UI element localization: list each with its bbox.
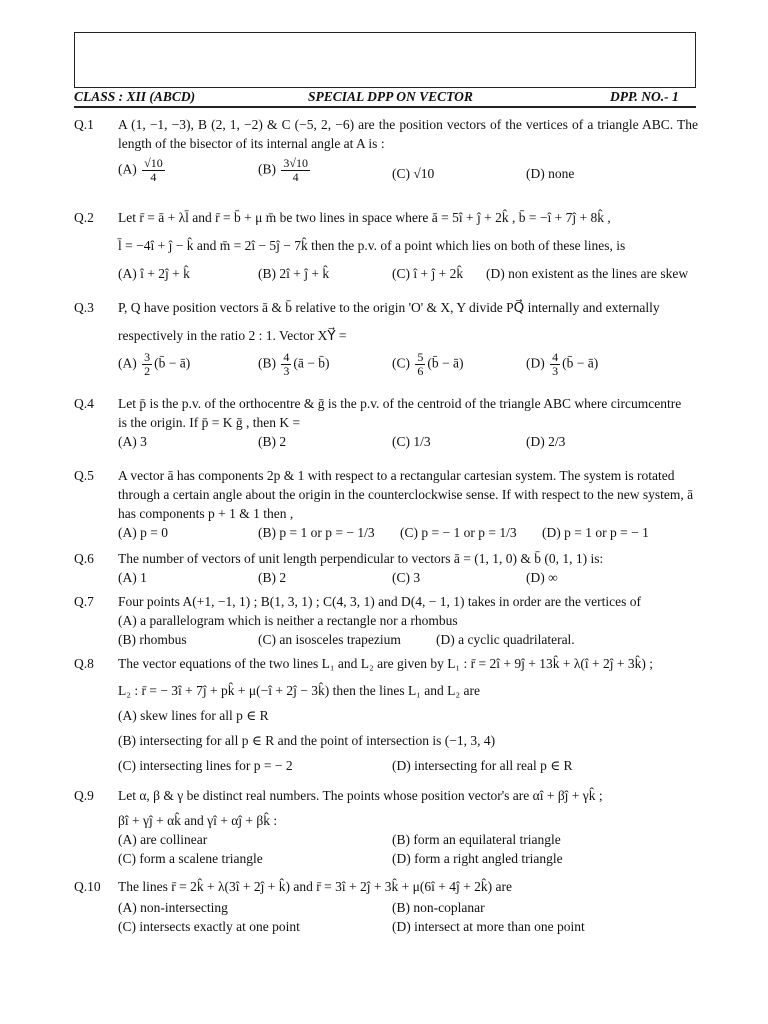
option-c[interactable]: (C) an isosceles trapezium	[258, 632, 401, 647]
question-number: Q.10	[74, 879, 101, 894]
option-b[interactable]: (B) intersecting for all p ∈ R and the point of intersection is (−1, 3, 4)	[118, 733, 496, 748]
question-text: Let p̄ is the p.v. of the orthocentre & ḡ is the p.v. of the centroid of the triangle ABC where circumcentre	[118, 396, 682, 411]
question-number: Q.2	[74, 210, 94, 225]
question-text: A (1, −1, −3), B (2, 1, −2) & C (−5, 2, −6) are the position vectors of the vertices of a triangle ABC. The length of the bisector of its internal angle at A is :	[118, 117, 698, 151]
question-number: Q.5	[74, 468, 94, 483]
question-text: is the origin. If p̄ = K ḡ , then K =	[118, 415, 301, 430]
option-b[interactable]: (B) p = 1 or p = − 1/3	[258, 525, 375, 540]
question-text: Four points A(+1, −1, 1) ; B(1, 3, 1) ; C(4, 3, 1) and D(4, − 1, 1) takes in order are the vertices of	[118, 594, 641, 609]
option-a[interactable]: (A) $\frac{3}{2}$ (b̄ − ā)	[118, 350, 191, 378]
option-c[interactable]: (C) form a scalene triangle	[118, 851, 263, 866]
question-text: respectively in the ratio 2 : 1. Vector XY⃗ =	[118, 328, 347, 343]
options-row	[118, 706, 698, 725]
question-number: Q.3	[74, 300, 94, 315]
options-row	[118, 756, 698, 775]
option-d[interactable]: (D) none	[526, 166, 575, 181]
option-c[interactable]: (C) √10	[392, 166, 435, 181]
option-a[interactable]: (A) are collinear	[118, 832, 208, 847]
option-a[interactable]: (A) î + 2ĵ + k̂	[118, 266, 190, 281]
options-row	[118, 630, 698, 649]
option-a[interactable]: (A) p = 0	[118, 525, 168, 540]
option-d[interactable]: (D) $\frac{4}{3}$ (b̄ − ā)	[526, 350, 599, 378]
question-number: Q.8	[74, 656, 94, 671]
option-d[interactable]: (D) p = 1 or p = − 1	[542, 525, 649, 540]
option-b[interactable]: (B) 2î + ĵ + k̂	[258, 266, 330, 281]
option-b[interactable]: (B) 2	[258, 434, 287, 449]
option-d[interactable]: (D) non existent as the lines are skew	[486, 266, 689, 281]
question-text: The lines r̄ = 2k̂ + λ(3î + 2ĵ + k̂) and r̄ = 3î + 2ĵ + 3k̂ + μ(6î + 4ĵ + 2k̂) are	[118, 879, 512, 894]
option-d[interactable]: (D) form a right angled triangle	[392, 851, 563, 866]
option-d[interactable]: (D) 2/3	[526, 434, 566, 449]
option-c[interactable]: (C) 3	[392, 570, 421, 585]
question-text: The number of vectors of unit length perpendicular to vectors ā = (1, 1, 0) & b̄ (0, 1, 1) is:	[118, 551, 604, 566]
question-text: βî + γĵ + αk̂ and γî + αĵ + βk̂ :	[118, 813, 278, 828]
options-row	[118, 568, 698, 587]
options-row	[118, 157, 698, 191]
option-c[interactable]: (C) p = − 1 or p = 1/3	[400, 525, 517, 540]
option-a[interactable]: (A) 1	[118, 570, 147, 585]
dpp-number: DPP. NO.- 1	[610, 89, 679, 104]
class-label: CLASS : XII (ABCD)	[74, 89, 196, 104]
option-a[interactable]: (A) non-intersecting	[118, 900, 228, 915]
question-text: l̄ = −4î + ĵ − k̂ and m̄ = 2î − 5ĵ − 7k̂ then the p.v. of a point which lies on both of these lines, is	[118, 238, 626, 253]
options-row	[118, 917, 698, 936]
options-row	[118, 898, 698, 917]
option-b[interactable]: (B) $\frac{4}{3}$ (ā − b̄)	[258, 350, 330, 378]
option-c[interactable]: (C) intersecting lines for p = − 2	[118, 758, 293, 773]
question-text: The vector equations of the two lines L₁ and L₂ are given by L₁ : r̄ = 2î + 9ĵ + 13k̂ + λ(î + 2ĵ + 3k̂) ;	[118, 656, 653, 671]
option-d[interactable]: (D) ∞	[526, 570, 558, 585]
option-c[interactable]: (C) î + ĵ + 2k̂	[392, 266, 464, 281]
options-row	[118, 432, 698, 451]
option-c[interactable]: (C) intersects exactly at one point	[118, 919, 300, 934]
option-a[interactable]: (A) $\frac{√10}{4}$	[118, 156, 163, 184]
options-row	[118, 523, 698, 542]
question-number: Q.1	[74, 117, 94, 132]
option-d[interactable]: (D) intersect at more than one point	[392, 919, 585, 934]
header-blank-box	[74, 32, 696, 88]
option-a[interactable]: (A) 3	[118, 434, 147, 449]
question-text: Let α, β & γ be distinct real numbers. The points whose position vector's are αî + βĵ + γk̂ ;	[118, 788, 603, 803]
option-c[interactable]: (C) 1/3	[392, 434, 431, 449]
question-text: has components p + 1 & 1 then ,	[118, 506, 294, 521]
question-text: Let r̄ = ā + λl̄ and r̄ = b̄ + μ m̄ be two lines in space where ā = 5î + ĵ + 2k̂ , b̄ = −î + 7ĵ + 8k̂ ,	[118, 210, 611, 225]
worksheet-title: SPECIAL DPP ON VECTOR	[308, 89, 473, 104]
options-row	[118, 351, 698, 385]
options-row	[118, 849, 698, 868]
option-a[interactable]: (A) skew lines for all p ∈ R	[118, 708, 269, 723]
question-text: through a certain angle about the origin in the counterclockwise sense. If with respect to the new system, ā	[118, 487, 694, 502]
options-row	[118, 830, 698, 849]
header-bar	[74, 88, 696, 108]
option-b[interactable]: (B) non-coplanar	[392, 900, 485, 915]
option-a[interactable]: (A) a parallelogram which is neither a rectangle nor a rhombus	[118, 613, 458, 628]
question-text: A vector ā has components 2p & 1 with respect to a rectangular cartesian system. The system is rotated	[118, 468, 675, 483]
option-c[interactable]: (C) $\frac{5}{6}$ (b̄ − ā)	[392, 350, 464, 378]
option-d[interactable]: (D) a cyclic quadrilateral.	[436, 632, 575, 647]
question-number: Q.7	[74, 594, 94, 609]
options-row	[118, 731, 698, 750]
options-row	[118, 264, 698, 283]
question-number: Q.6	[74, 551, 94, 566]
option-b[interactable]: (B) form an equilateral triangle	[392, 832, 561, 847]
option-b[interactable]: (B) $\frac{3√10}{4}$	[258, 156, 308, 184]
options-row	[118, 611, 698, 630]
option-b[interactable]: (B) rhombus	[118, 632, 187, 647]
question-number: Q.9	[74, 788, 94, 803]
question-number: Q.4	[74, 396, 94, 411]
question-text: P, Q have position vectors ā & b̄ relative to the origin 'O' & X, Y divide PQ⃗ internally and externally	[118, 300, 660, 315]
option-b[interactable]: (B) 2	[258, 570, 287, 585]
question-text: L₂ : r̄ = − 3î + 7ĵ + pk̂ + μ(−î + 2ĵ − 3k̂) then the lines L₁ and L₂ are	[118, 683, 480, 698]
option-d[interactable]: (D) intersecting for all real p ∈ R	[392, 758, 573, 773]
